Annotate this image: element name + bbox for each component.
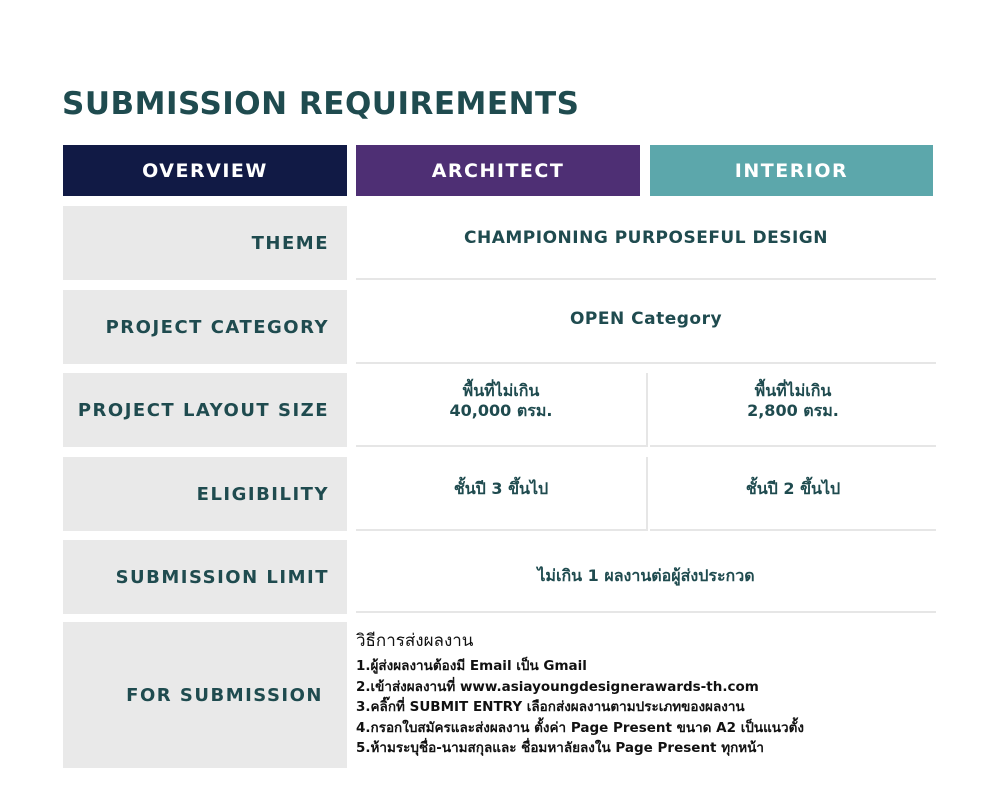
project-category-label: PROJECT CATEGORY [63, 290, 347, 364]
submission-limit-label: SUBMISSION LIMIT [63, 540, 347, 614]
submission-step: 3.คลิ๊กที่ SUBMIT ENTRY เลือกส่งผลงานตามประเภทของผลงาน [356, 699, 745, 715]
layout-size-architect-line2: 40,000 ตรม. [449, 401, 553, 420]
page-title: SUBMISSION REQUIREMENTS [62, 86, 580, 122]
eligibility-architect-value: ชั้นปี 3 ขึ้นไป [453, 479, 549, 498]
layout-size-architect-cell [356, 373, 646, 447]
submission-heading: วิธีการส่งผลงาน [356, 631, 474, 651]
layout-size-interior-cell [650, 373, 936, 447]
submission-limit-value-cell [356, 540, 936, 613]
layout-size-architect-line1: พื้นที่ไม่เกิน [462, 381, 540, 400]
submission-step: 5.ห้ามระบุชื่อ-นามสกุลและ ชื่อมหาลัยลงใน Page Present ทุกหน้า [356, 740, 764, 756]
theme-value-cell [356, 206, 936, 280]
project-layout-size-label: PROJECT LAYOUT SIZE [63, 373, 347, 447]
tab-overview[interactable]: OVERVIEW [63, 145, 347, 196]
tab-architect[interactable]: ARCHITECT [356, 145, 640, 196]
eligibility-interior-cell [650, 457, 936, 531]
submission-step: 2.เข้าส่งผลงานที่ www.asiayoungdesignerawards-th.com [356, 678, 759, 695]
column-divider [646, 457, 648, 531]
submission-step: 4.กรอกใบสมัครและส่งผลงาน ตั้งค่า Page Present ขนาด A2 เป็นแนวตั้ง [356, 719, 804, 736]
theme-label: THEME [63, 206, 347, 280]
tab-interior[interactable]: INTERIOR [650, 145, 933, 196]
project-category-value: OPEN Category [569, 309, 723, 329]
for-submission-label: FOR SUBMISSION [63, 622, 347, 768]
eligibility-label: ELIGIBILITY [63, 457, 347, 531]
eligibility-interior-value: ชั้นปี 2 ขึ้นไป [745, 479, 841, 498]
column-divider [646, 373, 648, 447]
submission-instructions [356, 627, 936, 759]
layout-size-interior-line1: พื้นที่ไม่เกิน [754, 381, 832, 400]
submission-step: 1.ผู้ส่งผลงานต้องมี Email เป็น Gmail [356, 658, 587, 674]
layout-size-interior-line2: 2,800 ตรม. [747, 401, 839, 420]
submission-limit-value: ไม่เกิน 1 ผลงานต่อผู้ส่งประกวด [537, 565, 755, 585]
project-category-value-cell [356, 290, 936, 364]
eligibility-architect-cell [356, 457, 646, 531]
theme-value: CHAMPIONING PURPOSEFUL DESIGN [464, 228, 828, 248]
